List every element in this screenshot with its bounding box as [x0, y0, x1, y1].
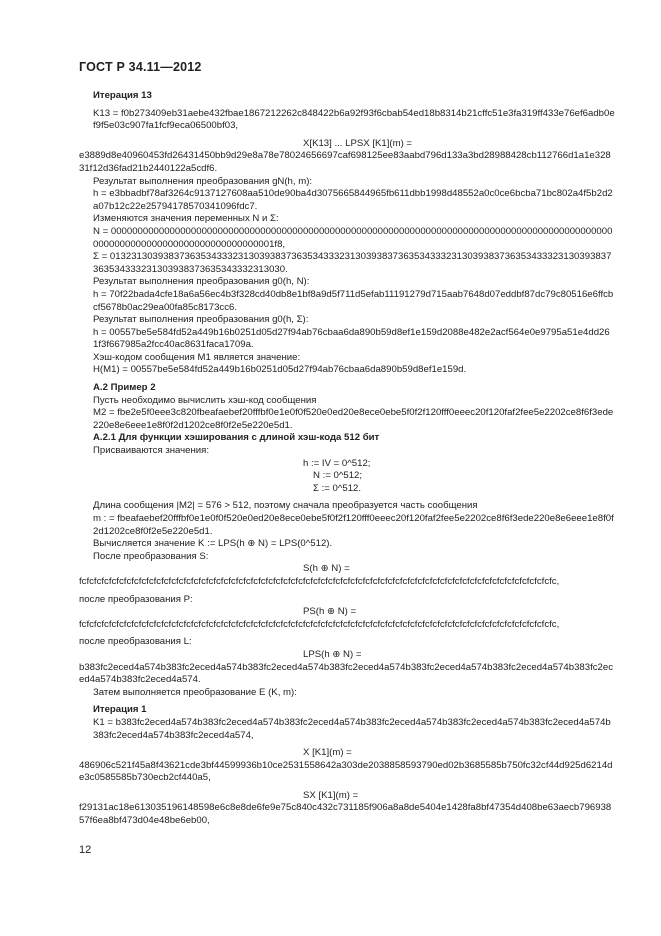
- after-l-label: после преобразования L:: [79, 636, 192, 648]
- k1-value: K1 = b383fc2eced4a574b383fc2eced4a574b383fc2eced4a574b383fc2eced4a574b383fc2eced4a574b383fc2eced4a574b383fc2eced4a574b383fc2eced4a574,: [93, 716, 611, 741]
- p-value: fcfcfcfcfcfcfcfcfcfcfcfcfcfcfcfcfcfcfcfcfcfcfcfcfcfcfcfcfcfcfcfcfcfcfcfcfcfcfcfcfcfcfcfcfcfcfcfcfcfcfcfcfcfcfcfcfcfcfcfcfcfcfcfc,: [79, 618, 560, 630]
- s-value: fcfcfcfcfcfcfcfcfcfcfcfcfcfcfcfcfcfcfcfcfcfcfcfcfcfcfcfcfcfcfcfcfcfcfcfcfcfcfcfcfcfcfcfcfcfcfcfcfcfcfcfcfcfcfcfcfcfcfcfcfcfcfcfc,: [79, 575, 560, 587]
- after-p-label: после преобразования P:: [79, 593, 193, 605]
- xk1-expression: X [K1](m) =: [303, 747, 352, 759]
- x-expression: X[K13] ... LPSX [K1](m) =: [303, 137, 413, 149]
- h-value-1: h = e3bbadbf78af3264c9137127608aa510de90ba4d3075665844965fb611dbb1998d48552a0c0ce6bcba71bc802a4f5b2d2a07b12c22e25794178570341096fdc7.: [93, 188, 613, 212]
- l-value: b383fc2eced4a574b383fc2eced4a574b383fc2eced4a574b383fc2eced4a574b383fc2eced4a574b383fc2eced4a574b383fc2eced4a574b383fc2eced4a574.: [79, 661, 614, 686]
- compute-k-text: Вычисляется значение K := LPS(h ⊕ N) = LPS(0^512).: [93, 538, 333, 550]
- sxk1-value: f29131ac18e613035196148598e6c8e8de6fe9e75c840c432c731185f906a8a8de5404e1428fa8bf47354d408be63aecb79693857f6ea8bf473d04e48be6eb00,: [79, 802, 612, 827]
- m2-value: M2 = fbe2e5f0eee3c820fbeafaebef20fffbf0e1e0f0f520e0ed20e8ece0ebe5f0f2f120fff0eeec20f120faf2fee5e2202ce8f6f3ede220e8e6eee1e8f0f2d1202ce8f0f2e5e220e5d1.: [93, 407, 614, 431]
- page-number: 12: [79, 844, 92, 856]
- result-gn-label: Результат выполнения преобразования gN(h, m):: [93, 175, 313, 187]
- hash-m1-value: H(M1) = 00557be5e584fd52a449b16b0251d05d27f94ab76cbaa6da890b59d8ef1e159d.: [93, 364, 467, 376]
- p-expression: PS(h ⊕ N) =: [303, 606, 357, 618]
- h-value-3: h = 00557be5e584fd52a449b16b0251d05d27f94ab76cbaa6da890b59d8ef1e159d2088e482e2acf564e0e9795a51e4dd261f3f667985a2fcc40ac8631faca1709a.: [93, 326, 610, 351]
- m-part-value: m : = fbeafaebef20fffbf0e1e0f0f520e0ed20e8ece0ebe5f0f2f120fff0eeec20f120faf2fee5e2202ce8f6f3ede220e8e6eee1e8f0f2d1202ce8f0f2e5e220e5d1.: [93, 513, 614, 537]
- iteration-1-heading: Итерация 1: [93, 704, 147, 716]
- sigma-value: Σ = 0132313039383736353433323130393837363534333231303938373635343332313039383736353433323130393837363534333231303938373635343332313030.: [93, 251, 612, 275]
- x-value: e3889d8e40960453fd26431450bb9d29e8a78e78024656697caf698125ee83aabd796d133a3bd28988428cb112766d1a1e32831f12d36fad21b2440122a5cdf6.: [79, 150, 611, 174]
- result-g0n-label: Результат выполнения преобразования g0(h, N):: [93, 276, 310, 288]
- k13-value: K13 = f0b273409eb31aebe432fbae1867212262c848422b6a92f93f6cbab54ed18b8314b21cffc51e3fa319ff433e76ef6adb0ef9f5e03c907fa1fcf9eca06500bf03,: [93, 107, 615, 132]
- result-g0s-label: Результат выполнения преобразования g0(h, Σ):: [93, 314, 309, 326]
- init-n: N := 0^512;: [313, 470, 363, 482]
- change-vars-label: Изменяются значения переменных N и Σ:: [93, 213, 279, 225]
- n-value: N = 00000000000000000000000000000000000000000000000000000000000000000000000000000000000000000000000000000000000000000000000000000001f8,: [93, 225, 613, 250]
- document-body: [79, 90, 615, 828]
- sxk1-expression: SX [K1](m) =: [303, 789, 359, 801]
- init-h: h := IV = 0^512;: [303, 457, 371, 469]
- after-s-label: После преобразования S:: [93, 550, 209, 562]
- message-length-text: Длина сообщения |M2| = 576 > 512, поэтому сначала преобразуется часть сообщения: [93, 500, 478, 512]
- need-compute-text: Пусть необходимо вычислить хэш-код сообщения: [93, 394, 317, 406]
- assign-label: Присваиваются значения:: [93, 445, 209, 457]
- document-header: ГОСТ Р 34.11—2012: [79, 60, 202, 74]
- hash-m1-label: Хэш-кодом сообщения M1 является значение:: [93, 351, 301, 363]
- s-expression: S(h ⊕ N) =: [303, 563, 350, 575]
- section-a2-heading: А.2 Пример 2: [93, 382, 156, 394]
- then-e-text: Затем выполняется преобразование E (K, m):: [93, 686, 297, 698]
- h-value-2: h = 70f22bada4cfe18a6a56ec4b3f328cd40db8e1bf8a9d5f711d5efab11191279d715aab7648d07eddbf87dc79c80516e6ffcbcf5678b0ac29ea00fa85c8173cc6.: [93, 288, 614, 313]
- init-sigma: Σ := 0^512.: [313, 482, 362, 494]
- xk1-value: 486906c521f45a8f43621cde3bf44599936b10ce2531558642a303de2038858593790ed02b3685585b750fc32cf44d925d6214de3c0585585b730ecb2cf440a5,: [79, 759, 613, 784]
- l-expression: LPS(h ⊕ N) =: [303, 648, 362, 660]
- iteration-13-heading: Итерация 13: [93, 90, 152, 101]
- section-a21-heading: А.2.1 Для функции хэширования с длиной хэш-кода 512 бит: [93, 432, 380, 444]
